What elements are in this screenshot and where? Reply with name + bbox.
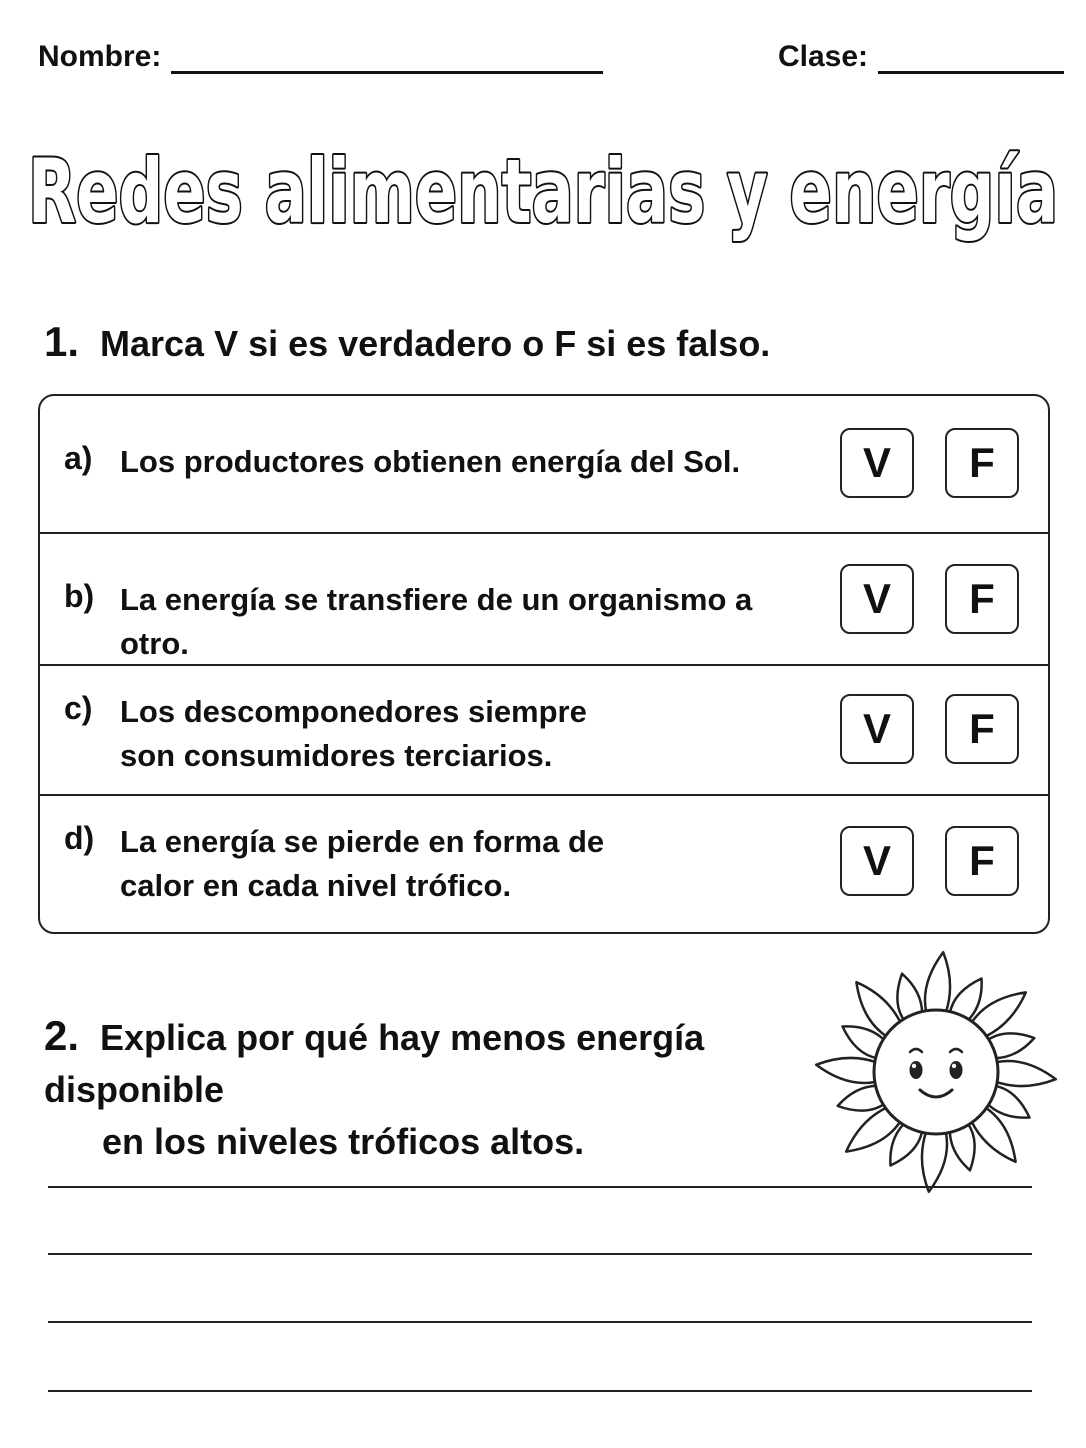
tf-row-b [40,532,1048,664]
tf-row-a [40,396,1048,532]
class-blank-line[interactable] [878,45,1064,74]
name-blank-line[interactable] [171,45,603,74]
tf-statement: Los descomponedores siempre son consumidores terciarios. [120,694,587,773]
title-text: Redes alimentarias y energía [28,140,1058,243]
answer-line[interactable] [48,1186,1032,1188]
class-label: Clase: [778,40,869,73]
true-box[interactable]: V [840,428,914,498]
class-field[interactable] [778,40,1064,74]
name-field[interactable] [38,40,603,74]
tf-statement: Los productores obtienen energía del Sol. [120,444,741,479]
page-title [0,100,1086,260]
true-box[interactable]: V [840,694,914,764]
question-2-prompt-line1: Explica por qué hay menos energía disponible [44,1017,705,1110]
tf-statement: La energía se pierde en forma de calor en cada nivel trófico. [120,824,605,903]
tf-letter: a) [64,440,93,476]
tf-letter: b) [64,578,95,614]
tf-row-c [40,664,1048,794]
answer-line[interactable] [48,1253,1032,1255]
tf-letter: d) [64,820,95,856]
name-label: Nombre: [38,40,162,73]
question-2-heading [44,1010,804,1168]
question-1-number: 1. [44,318,80,365]
false-box[interactable]: F [945,826,1019,896]
answer-line[interactable] [48,1321,1032,1323]
question-2-number: 2. [44,1012,80,1059]
question-1-prompt: Marca V si es verdadero o F si es falso. [100,323,771,364]
tf-letter: c) [64,690,93,726]
question-2-prompt-line2: en los niveles tróficos altos. [102,1121,585,1162]
true-box[interactable]: V [840,826,914,896]
tf-row-d [40,794,1048,934]
tf-statement: La energía se transfiere de un organismo a otro. [120,582,753,661]
true-false-table [38,394,1050,934]
sun-icon [806,948,1066,1198]
false-box[interactable]: F [945,564,1019,634]
false-box[interactable]: F [945,694,1019,764]
false-box[interactable]: F [945,428,1019,498]
answer-line[interactable] [48,1390,1032,1392]
question-1-heading [44,316,770,370]
true-box[interactable]: V [840,564,914,634]
